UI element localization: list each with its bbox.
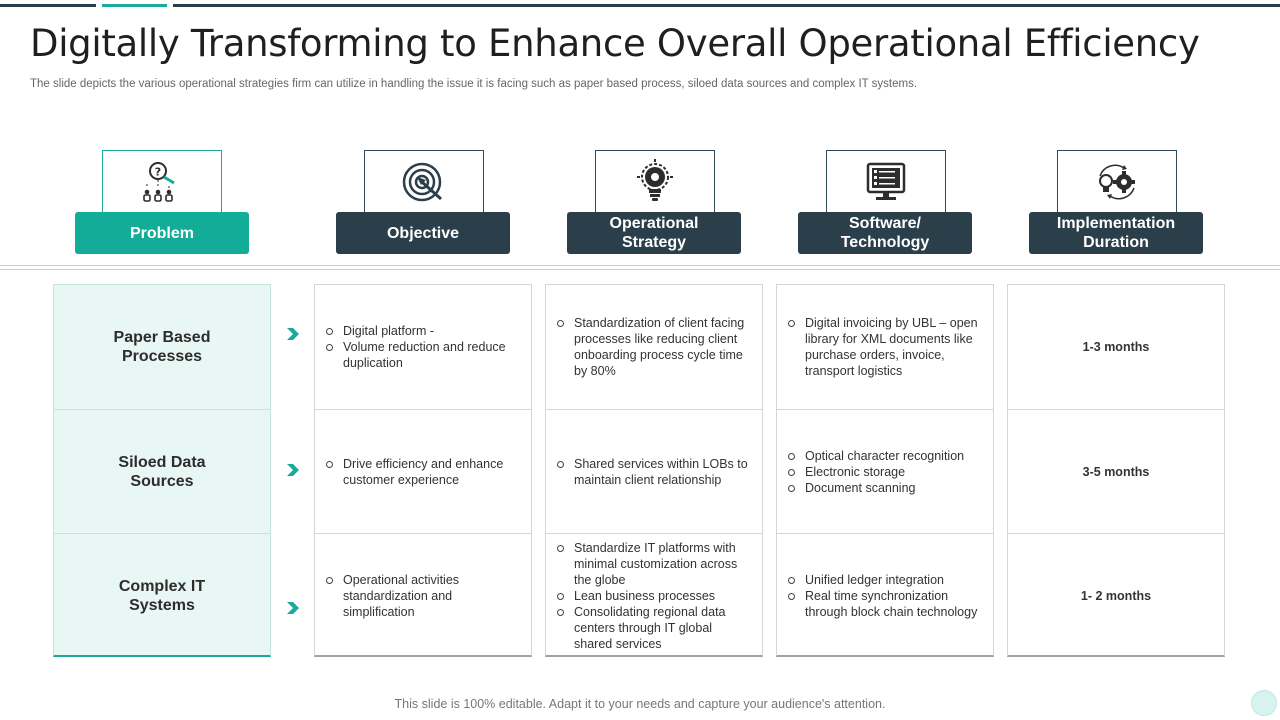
chevron-right-icon <box>285 326 301 342</box>
top-line-right <box>173 4 1280 7</box>
problem-label: Siloed Data Sources <box>118 454 206 490</box>
technology-icon-box <box>826 150 946 212</box>
header-objective: Objective <box>336 212 510 254</box>
corner-circle-decoration <box>1251 690 1277 716</box>
strategy-icon-box <box>595 150 715 212</box>
bullet-list <box>325 323 521 371</box>
header-duration-label: Implementation Duration <box>1056 215 1176 251</box>
list-item: Unified ledger integration <box>787 572 983 588</box>
bullet-list <box>787 448 964 496</box>
problem-icon-box <box>102 150 222 212</box>
problem-column <box>53 284 271 657</box>
problem-cell <box>54 285 270 409</box>
technology-column <box>776 284 994 657</box>
bullet-list <box>787 315 983 379</box>
bullet-list <box>556 540 752 652</box>
header-strategy-label: Operational Strategy <box>609 215 699 251</box>
duration-cell: 1- 2 months <box>1080 589 1152 603</box>
duration-cell: 3-5 months <box>1082 465 1150 479</box>
bulb-gear-cycle-icon <box>1094 162 1140 202</box>
monitor-checklist-icon <box>864 160 908 204</box>
strategy-column <box>545 284 763 657</box>
technology-cell <box>777 285 993 409</box>
chevron-right-icon <box>285 600 301 616</box>
objective-cell <box>315 285 531 409</box>
top-line-left <box>0 4 96 7</box>
target-arrow-icon <box>401 159 447 205</box>
chevron-right-icon <box>285 462 301 478</box>
header-problem: Problem <box>75 212 249 254</box>
list-item: Document scanning <box>787 480 964 496</box>
strategy-cell <box>546 285 762 409</box>
list-item: Consolidating regional data centers through IT global shared services <box>556 604 752 652</box>
list-item: Optical character recognition <box>787 448 964 464</box>
problem-cell <box>54 534 270 658</box>
list-item: Standardization of client facing processes like reducing client onboarding process cycle time by 80% <box>556 315 752 379</box>
divider-line-1 <box>0 265 1280 266</box>
list-item: Shared services within LOBs to maintain client relationship <box>556 456 752 488</box>
footer-note: This slide is 100% editable. Adapt it to your needs and capture your audience's attention. <box>394 697 886 711</box>
objective-icon-box <box>364 150 484 212</box>
list-item: Digital platform - <box>325 323 521 339</box>
header-technology <box>798 212 972 254</box>
list-item: Volume reduction and reduce duplication <box>325 339 521 371</box>
problem-cell <box>54 410 270 534</box>
duration-column <box>1007 284 1225 657</box>
problem-label: Paper Based Processes <box>113 329 211 365</box>
problem-label: Complex IT Systems <box>118 578 206 614</box>
duration-cell: 1-3 months <box>1082 340 1150 354</box>
objective-cell <box>315 534 531 658</box>
strategy-cell <box>546 410 762 534</box>
list-item: Lean business processes <box>556 588 752 604</box>
lightbulb-gear-icon <box>633 157 677 207</box>
svg-text:?: ? <box>154 165 162 178</box>
objective-column <box>314 284 532 657</box>
bullet-list <box>325 572 521 620</box>
list-item: Electronic storage <box>787 464 964 480</box>
technology-cell <box>777 410 993 534</box>
technology-cell <box>777 534 993 658</box>
list-item: Real time synchronization through block chain technology <box>787 588 983 620</box>
list-item: Standardize IT platforms with minimal customization across the globe <box>556 540 752 588</box>
header-duration <box>1029 212 1203 254</box>
objective-cell <box>315 410 531 534</box>
duration-icon-box <box>1057 150 1177 212</box>
page-subtitle: The slide depicts the various operational strategies firm can utilize in handling the issue it is facing such as paper based process, siloed data sources and complex IT systems. <box>30 78 918 90</box>
list-item: Digital invoicing by UBL – open library for XML documents like purchase orders, invoice, transport logistics <box>787 315 983 379</box>
bullet-list <box>556 315 752 379</box>
question-search-people-icon <box>137 157 187 207</box>
list-item: Operational activities standardization and simplification <box>325 572 521 620</box>
bullet-list <box>556 456 752 488</box>
bullet-list <box>325 456 521 488</box>
top-line-accent <box>102 4 167 7</box>
bullet-list <box>787 572 983 620</box>
divider-line-2 <box>0 269 1280 270</box>
list-item: Drive efficiency and enhance customer experience <box>325 456 521 488</box>
header-strategy <box>567 212 741 254</box>
strategy-cell <box>546 534 762 658</box>
page-title: Digitally Transforming to Enhance Overall Operational Efficiency <box>30 22 1200 65</box>
header-technology-label: Software/ Technology <box>840 215 930 251</box>
